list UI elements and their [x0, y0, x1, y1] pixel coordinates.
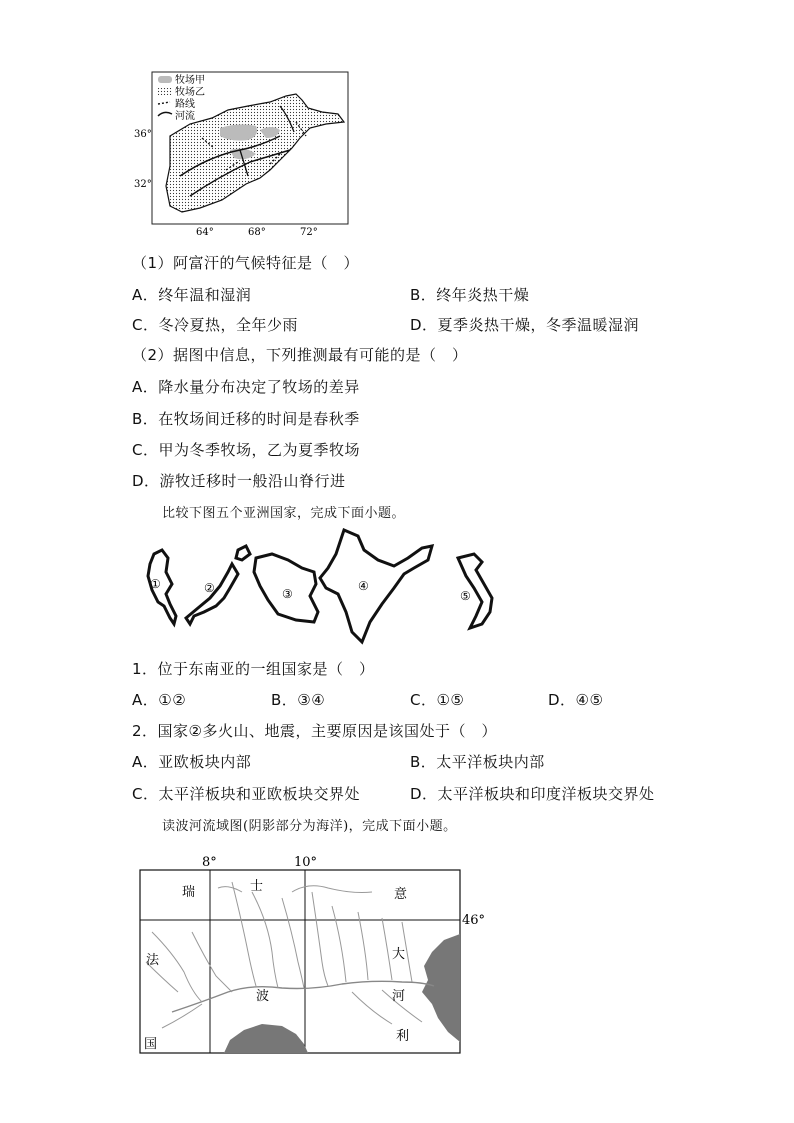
- question-4-stem: 2．国家②多火山、地震，主要原因是该国处于（ ）: [132, 722, 497, 740]
- place-char-italy-2: 大: [392, 947, 406, 962]
- question-2-option-b[interactable]: B．在牧场间迁移的时间是春秋季: [132, 410, 360, 428]
- map-legend: [154, 73, 218, 126]
- country-2-label: ②: [204, 581, 215, 595]
- question-3-option-c[interactable]: C．①⑤: [410, 691, 465, 709]
- section-3-intro: 读波河流域图(阴影部分为海洋)，完成下面小题。: [162, 819, 457, 834]
- question-1-option-a[interactable]: A．终年温和湿润: [132, 286, 252, 304]
- question-3-option-a[interactable]: A．①②: [132, 691, 187, 709]
- question-1-option-b[interactable]: B．终年炎热干燥: [410, 286, 530, 304]
- country-2-outline: [186, 546, 250, 624]
- question-2-option-c[interactable]: C．甲为冬季牧场，乙为夏季牧场: [132, 441, 360, 459]
- place-char-italy-1: 意: [394, 887, 408, 902]
- legend-swatch-pasture-a: [158, 76, 172, 83]
- question-1-option-c[interactable]: C．冬冷夏热，全年少雨: [132, 316, 298, 334]
- question-3-option-b[interactable]: B．③④: [271, 691, 326, 709]
- po-river-basin-map: [132, 852, 492, 1058]
- five-countries-figure: [132, 528, 502, 650]
- country-3-label: ③: [282, 587, 293, 601]
- section-2-intro: 比较下图五个亚洲国家，完成下面小题。: [162, 506, 406, 521]
- place-char-italy-3: 利: [396, 1029, 410, 1044]
- country-4-outline: [320, 530, 432, 642]
- place-char-switzerland-2: 士: [250, 879, 264, 894]
- question-4-option-c[interactable]: C．太平洋板块和亚欧板块交界处: [132, 785, 360, 803]
- legend-label-pasture-a: 牧场甲: [175, 75, 205, 86]
- legend-label-river: 河流: [175, 111, 195, 122]
- legend-label-route: 路线: [175, 99, 195, 110]
- question-3-stem: 1．位于东南亚的一组国家是（ ）: [132, 660, 375, 678]
- lat-label: 46°: [462, 913, 486, 928]
- lat-label: 32°: [134, 179, 152, 190]
- pasture-a-area: [220, 124, 257, 140]
- lon-label: 64°: [196, 227, 214, 238]
- question-2-stem: （2）据图中信息，下列推测最有可能的是（ ）: [132, 346, 468, 364]
- legend-label-pasture-b: 牧场乙: [175, 87, 205, 98]
- legend-swatch-pasture-b: [158, 88, 172, 95]
- lon-label: 8°: [202, 855, 217, 870]
- place-char-po: 波: [256, 989, 270, 1004]
- country-5-label: ⑤: [460, 589, 471, 603]
- question-1-stem: （1）阿富汗的气候特征是（ ）: [132, 254, 360, 272]
- question-2-option-a[interactable]: A．降水量分布决定了牧场的差异: [132, 378, 360, 396]
- place-char-switzerland-1: 瑞: [182, 885, 196, 900]
- lon-label: 68°: [248, 227, 266, 238]
- question-1-option-d[interactable]: D．夏季炎热干燥，冬季温暖湿润: [410, 316, 640, 334]
- question-2-option-d[interactable]: D．游牧迁移时一般沿山脊行进: [132, 472, 346, 490]
- question-4-option-a[interactable]: A．亚欧板块内部: [132, 753, 252, 771]
- place-char-france-2: 国: [144, 1037, 158, 1052]
- question-4-option-d[interactable]: D．太平洋板块和印度洋板块交界处: [410, 785, 655, 803]
- question-4-option-b[interactable]: B．太平洋板块内部: [410, 753, 545, 771]
- place-char-river: 河: [392, 989, 406, 1004]
- lon-label: 10°: [294, 855, 318, 870]
- afghanistan-pasture-map: [130, 66, 360, 238]
- country-1-label: ①: [150, 577, 161, 591]
- lat-label: 36°: [134, 129, 152, 140]
- question-3-option-d[interactable]: D．④⑤: [548, 691, 604, 709]
- place-char-france-1: 法: [146, 953, 160, 968]
- country-4-label: ④: [358, 579, 369, 593]
- lon-label: 72°: [300, 227, 318, 238]
